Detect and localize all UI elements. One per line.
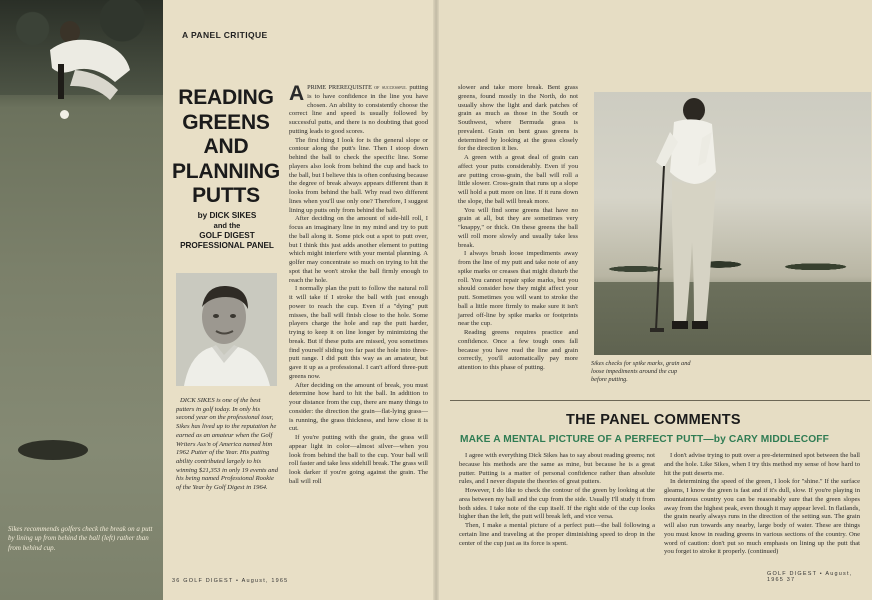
photo-caption-left: Sikes recommends golfers check the break on a putt by lining up from behind the ball (left) rather than from behind cup. — [8, 525, 153, 552]
article-column-1 — [289, 84, 428, 487]
paragraph: In determining the speed of the green, I look for "shine." If the surface gleams, I know the green is fast and if it's dull, slow. If you're playing in mountainous country you can be reasonably sure that the green slopes away from the highest peak, even though it may appear level. In flatlands, the grain nearly always runs in the direction of the setting sun. The grain will also run towards any nearby, large body of water. These are things you must know in reading greens in various sections of the country. One word of caution: don't put so much emphasis on lining up the putt that you forget to stroke it properly. (continued) — [664, 478, 860, 556]
portrait-figure — [176, 273, 277, 386]
panel-comment-column-1 — [459, 452, 655, 548]
paragraph: However, I do like to check the contour of the green by looking at the area between my ball and the cup from the side. Usually I'll study it from both sides. I take note of the cup itself. If the right side of the cup looks higher than the left, the putt will break left, and vice versa. — [459, 487, 655, 521]
paragraph: If you're putting with the grain, the grass will appear light in color—almost silver—when you look from behind the ball to the cup. Your ball will roll faster and take less sidehill break. The grass will look darker if you're going against the grain. The ball will roll — [289, 434, 428, 485]
drop-cap: A — [289, 82, 305, 105]
article-headline — [166, 86, 286, 209]
paragraph-text: putting is to have confidence in the line you have chosen. An ability to consistently choose the correct line and speed is usually followed by successful putts, and there is no doubting that good putting leads to good scores. — [289, 84, 429, 135]
headline-line: AND — [203, 135, 249, 158]
headline-line: READING — [178, 86, 274, 109]
byline — [168, 211, 286, 251]
paragraph: I don't advise trying to putt over a pre-determined spot between the ball and the hole. Like Sikes, when I try this method my sense of how hard to hit the putt deserts me. — [664, 452, 860, 477]
golfer-putting-photo — [594, 92, 871, 355]
lead-in: PRIME PREREQUISITE of successful — [307, 84, 407, 91]
headline-line: PLANNING — [171, 159, 281, 183]
paragraph: slower and take more break. Bent grass greens, found mostly in the North, do not usually show the light and dark patches of grain as much as those in the South or Southwest, where Bermuda grass is prevalent. Grain on bent grass greens is determined by looking at the grass closely for the direction it lies. — [458, 84, 578, 153]
page-footer-right: GOLF DIGEST • August, 1965 37 — [767, 571, 853, 583]
page-footer-left: 36 GOLF DIGEST • August, 1965 — [172, 578, 289, 584]
section-label: A PANEL CRITIQUE — [182, 30, 268, 40]
paragraph: Reading greens requires practice and confidence. Once a few tough ones fall because you have read the line and grain correctly, you'll automatically pay more attention to this phase of putting. — [458, 329, 578, 371]
paragraph: Then, I make a mental picture of a perfect putt—the ball following a certain line and traveling at the proper diminishing speed to drop in the center of the cup just as its force is spent. — [459, 522, 655, 547]
paragraph: I normally plan the putt to follow the natural roll it will take if I stroke the ball with just enough power to reach the cup. Even if a "dying" putt misses, the ball will finish close to the hole. Some players charge the hole and rap the putt harder, trying to keep it on line longer by minimizing the break. But if these putts are missed, you sometimes find yourself sliding too far past the hole into three-putt range. I did putt this way as an amateur, but gave it up as a professional. I can't afford three-putt greens now. — [289, 285, 428, 380]
headline-line: GREENS — [182, 110, 270, 134]
golfer-lining-up-photo — [0, 0, 163, 600]
panel-comment-column-2 — [664, 452, 860, 557]
paragraph: You will find some greens that have no grain at all, but they are sometimes very "knappy," or thick. On these greens the ball will roll more slowly and usually take less break. — [458, 206, 578, 249]
golf-ball — [60, 110, 69, 119]
paragraph: I agree with everything Dick Sikes has to say about reading greens; not because his methods are the same as mine, but because he is a great putter. Putting is a matter of personal confidence rather than absolute rules, and I never dispute the theories of great putters. — [459, 452, 655, 486]
section-divider — [450, 400, 870, 401]
byline-connector: and the — [213, 221, 241, 230]
panel-comment-headline: MAKE A MENTAL PICTURE OF A PERFECT PUTT—by CARY MIDDLECOFF — [460, 434, 830, 445]
paragraph: I always brush loose impediments away from the line of my putt and take note of any spike marks or creases that might disturb the roll. You cannot repair spike marks, but you should consider how they might affect your putt. Sometimes you will want to stroke the ball a little more firmly to make sure it isn't jarred off-line by spike marks or footprints near the cup. — [458, 250, 578, 328]
panel-comments-title: THE PANEL COMMENTS — [566, 412, 741, 428]
article-lead-paragraph — [289, 84, 428, 137]
kneeling-golfer-figure — [40, 10, 140, 105]
byline-author: by DICK SIKES — [197, 211, 257, 220]
byline-panel: PROFESSIONAL PANEL — [180, 241, 274, 250]
putting-golfer-figure — [594, 92, 871, 355]
spread-gutter — [433, 0, 439, 600]
photo-caption-right: Sikes checks for spike marks, grain and loose impediments around the cup before putting. — [591, 360, 691, 384]
dick-sikes-portrait — [176, 273, 277, 386]
headline-line: PUTTS — [192, 184, 260, 207]
paragraph: After deciding on the amount of break, you must determine how hard to hit the ball. In addition to your distance from the cup, there are many things to consider: the direction the grain—flat-lying grass—is running, the grass thickness, and how close it is cut. — [289, 381, 428, 433]
bio-text: DICK SIKES is one of the best putters in golf today. In only his second year on the professional tour, Sikes has lived up to the reputation he earned as an amateur when the Golf Writers Ass'n of America named him 1962 Putter of the Year. His putting ability contributed largely to his winning $21,353 in only 19 events and his being named Professional Rookie of the Year by Golf Digest in 1964. — [176, 397, 279, 492]
paragraph: After deciding on the amount of side-hill roll, I focus an imaginary line in my mind and try to putt the ball along it. Some pick out a spot to putt over, but I think this just adds another element to putting which might interfere with your mental planning. A golfer may concentrate so much on trying to hit the spot that he won't stroke the ball firmly enough to reach the hole. — [289, 215, 428, 284]
author-bio — [176, 397, 280, 493]
paragraph: A green with a great deal of grain can affect your putts considerably. Even if you are putting cross-grain, the ball will roll a little slower. Cross-grain that runs up a slope will hold a putt more on line. If it runs down the slope, the ball will break more. — [458, 154, 578, 205]
cup-shadow — [18, 440, 88, 460]
byline-publication: GOLF DIGEST — [199, 231, 255, 240]
article-column-2 — [458, 84, 578, 373]
paragraph: The first thing I look for is the general slope or contour along the putt's line. Then I stoop down behind the ball to check the specific line. Some players also look from behind the cup and back to the ball, but I believe this is often confusing because the degree of break always appears different than it looks from behind the ball. Why read two different lines when you'll use only one? Therefore, I suggest lining up putts only from behind the ball. — [289, 136, 428, 214]
